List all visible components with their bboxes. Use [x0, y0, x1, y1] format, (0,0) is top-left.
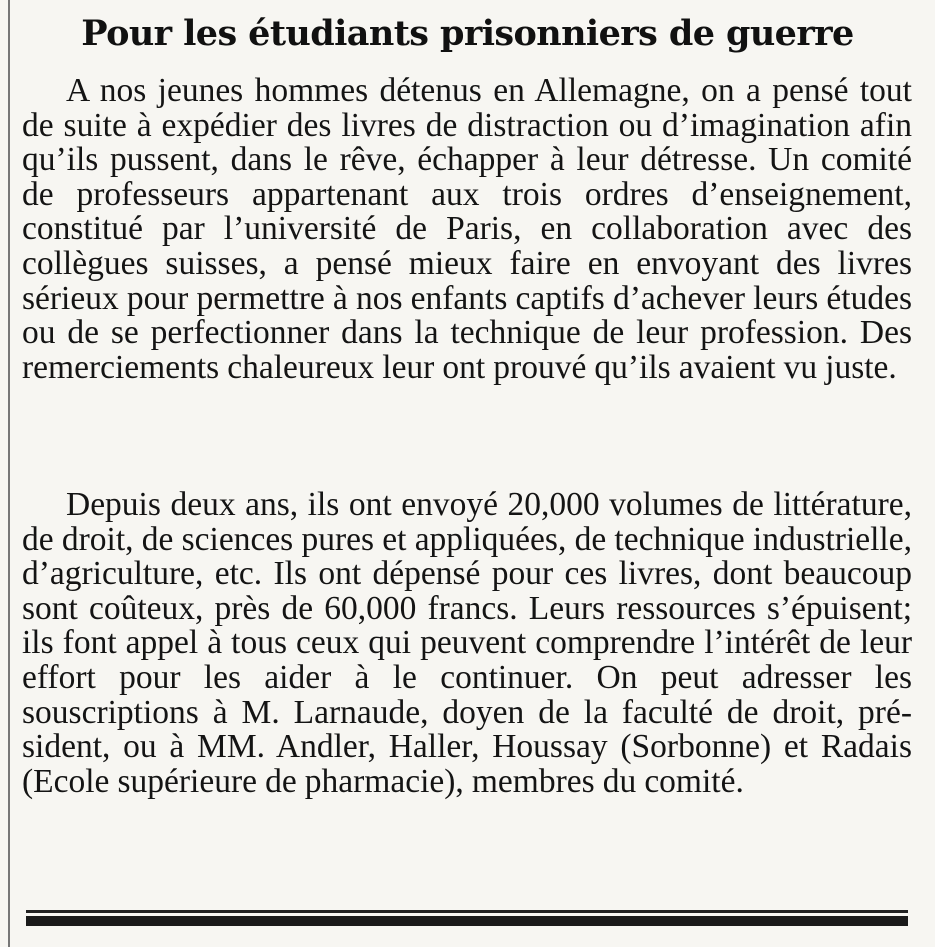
article-title: Pour les étudiants prisonniers de guerre — [81, 13, 854, 54]
article-paragraph-2: Depuis deux ans, ils ont envoyé 20,000 volumes de littérature, de droit, de sciences pures et appliquées, de technique industrielle, d’agriculture, etc. Ils ont dépensé pour ces livres, dont beaucoup sont coûteux, près de 60,000 francs. Leurs ressources s’épuisent; ils font appel à tous ceux qui peuvent comprendre l’intérêt de leur effort pour les aider à le continuer. On peut adresser les souscriptions à M. Larnaude, doyen de la faculté de droit, président, ou à MM. Andler, Haller, Houssay (Sorbonne) et Radais (Ecole supérieure de pharmacie), membres du comité. — [22, 486, 912, 800]
article-paragraph-1: A nos jeunes hommes détenus en Allemagne, on a pensé tout de suite à expédier des livres de distraction ou d’imagination afin qu’ils pussent, dans le rêve, échapper à leur détresse. Un comité de professeurs appartenant aux trois ordres d’enseignement, constitué par l’université de Paris, en collaboration avec des collègues suisses, a pensé mieux faire en envoyant des livres sérieux pour permettre à nos enfants captifs d’achever leurs études ou de se perfectionner dans la technique de leur profession. Des remerciements chaleureux leur ont prouvé qu’ils avaient vu juste. — [22, 72, 912, 386]
end-of-article-rule-gap — [26, 913, 908, 916]
column-rule — [8, 0, 10, 947]
